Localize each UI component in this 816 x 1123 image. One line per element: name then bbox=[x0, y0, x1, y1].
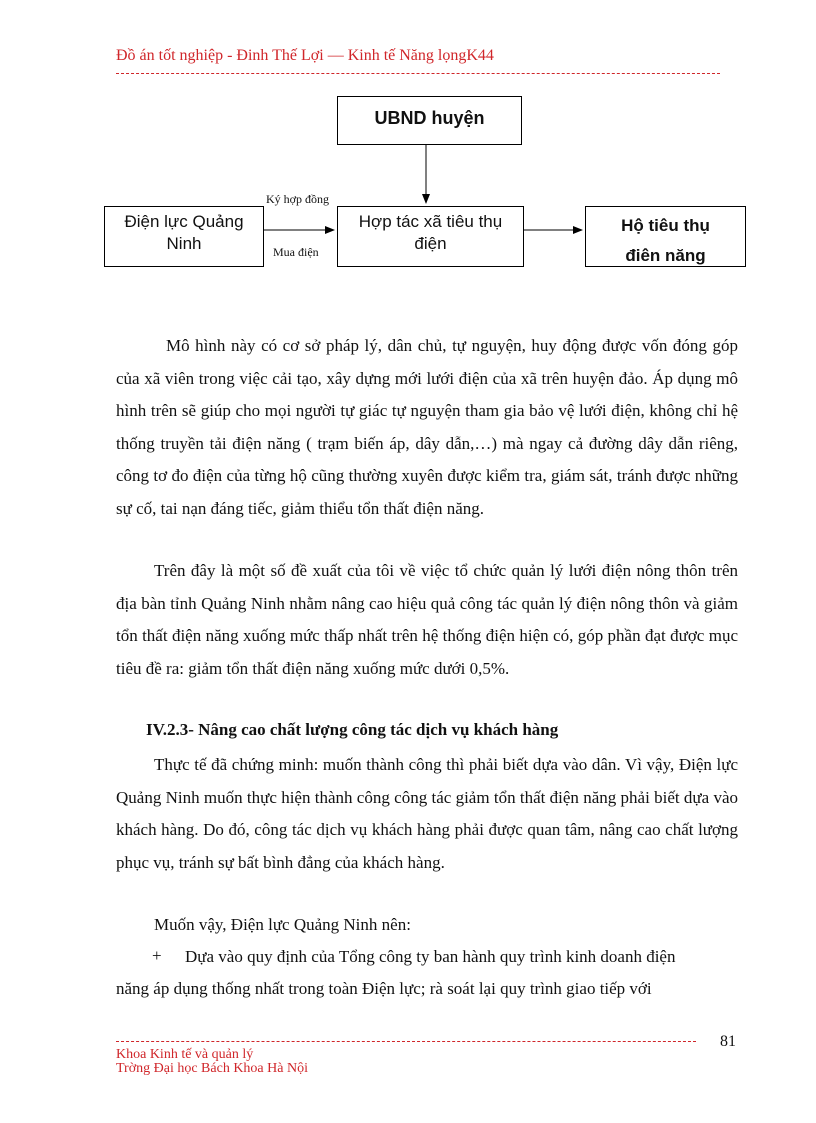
page-number: 81 bbox=[720, 1033, 736, 1050]
header-title: Đồ án tốt nghiệp - Đinh Thế Lợi — Kinh tế Năng lọngK44 bbox=[116, 47, 494, 64]
section-heading: IV.2.3- Nâng cao chất lượng công tác dịch vụ khách hàng bbox=[146, 720, 559, 739]
diagram-arrows bbox=[0, 0, 816, 300]
paragraph-recommendation-intro: Muốn vậy, Điện lực Quảng Ninh nên: bbox=[154, 915, 411, 934]
footer-university: Trờng Đại học Bách Khoa Hà Nội bbox=[116, 1061, 308, 1076]
paragraph-customer-service: Thực tế đã chứng minh: muốn thành công thì phải biết dựa vào dân. Vì vậy, Điện lực Quảng Ninh muốn thực hiện thành công công tác giảm tổn thất điện năng phải biết dựa vào khách hàng. Do đó, công tác dịch vụ khách hàng phải được quan tâm, nâng cao chất lượng phục vụ, tránh sự bất bình đẳng của khách hàng. bbox=[116, 755, 738, 872]
bullet-plus-icon: + bbox=[152, 946, 162, 965]
diagram-box-electricity-label: Điện lực Quảng Ninh bbox=[124, 212, 244, 253]
footer-faculty: Khoa Kinh tế và quản lý bbox=[116, 1047, 254, 1062]
label-contract: Ký hợp đồng bbox=[266, 192, 330, 206]
diagram-box-consumers-label: Hộ tiêu thụ điên năng bbox=[621, 216, 710, 265]
diagram-box-ubnd-label: UBND huyện bbox=[374, 108, 485, 128]
bullet-item-line-2: năng áp dụng thống nhất trong toàn Điện lực; rà soát lại quy trình giao tiếp với bbox=[116, 979, 652, 998]
label-buy-electricity: Mua điện bbox=[273, 245, 319, 259]
paragraph-model-description: Mô hình này có cơ sở pháp lý, dân chủ, tự nguyện, huy động được vốn đóng góp của xã viên trong việc cải tạo, xây dựng mới lưới điện của xã trên huyện đảo. Áp dụng mô hình trên sẽ giúp cho mọi người tự giác tự nguyện tham gia bảo vệ lưới điện, không chỉ hệ thống truyền tải điện năng ( trạm biến áp, dây dẫn,…) mà ngay cả đường dây dẫn riêng, công tơ đo điện của từng hộ cũng thường xuyên được kiểm tra, giám sát, tránh được những sự cố, tai nạn đáng tiếc, giảm thiểu tổn thất điện năng. bbox=[116, 336, 738, 518]
diagram-box-cooperative-label: Hợp tác xã tiêu thụ điện bbox=[358, 212, 503, 253]
paragraph-proposal-summary: Trên đây là một số đề xuất của tôi về việc tổ chức quản lý lưới điện nông thôn trên địa bàn tỉnh Quảng Ninh nhằm nâng cao hiệu quả công tác quản lý điện nông thôn và giảm tổn thất điện năng xuống mức thấp nhất trên hệ thống điện hiện có, góp phần đạt được mục tiêu đề ra: giảm tổn thất điện năng xuống mức dưới 0,5%. bbox=[116, 561, 738, 678]
bullet-item-line-1: Dựa vào quy định của Tổng công ty ban hành quy trình kinh doanh điện bbox=[185, 947, 676, 966]
footer-divider bbox=[116, 1041, 696, 1042]
